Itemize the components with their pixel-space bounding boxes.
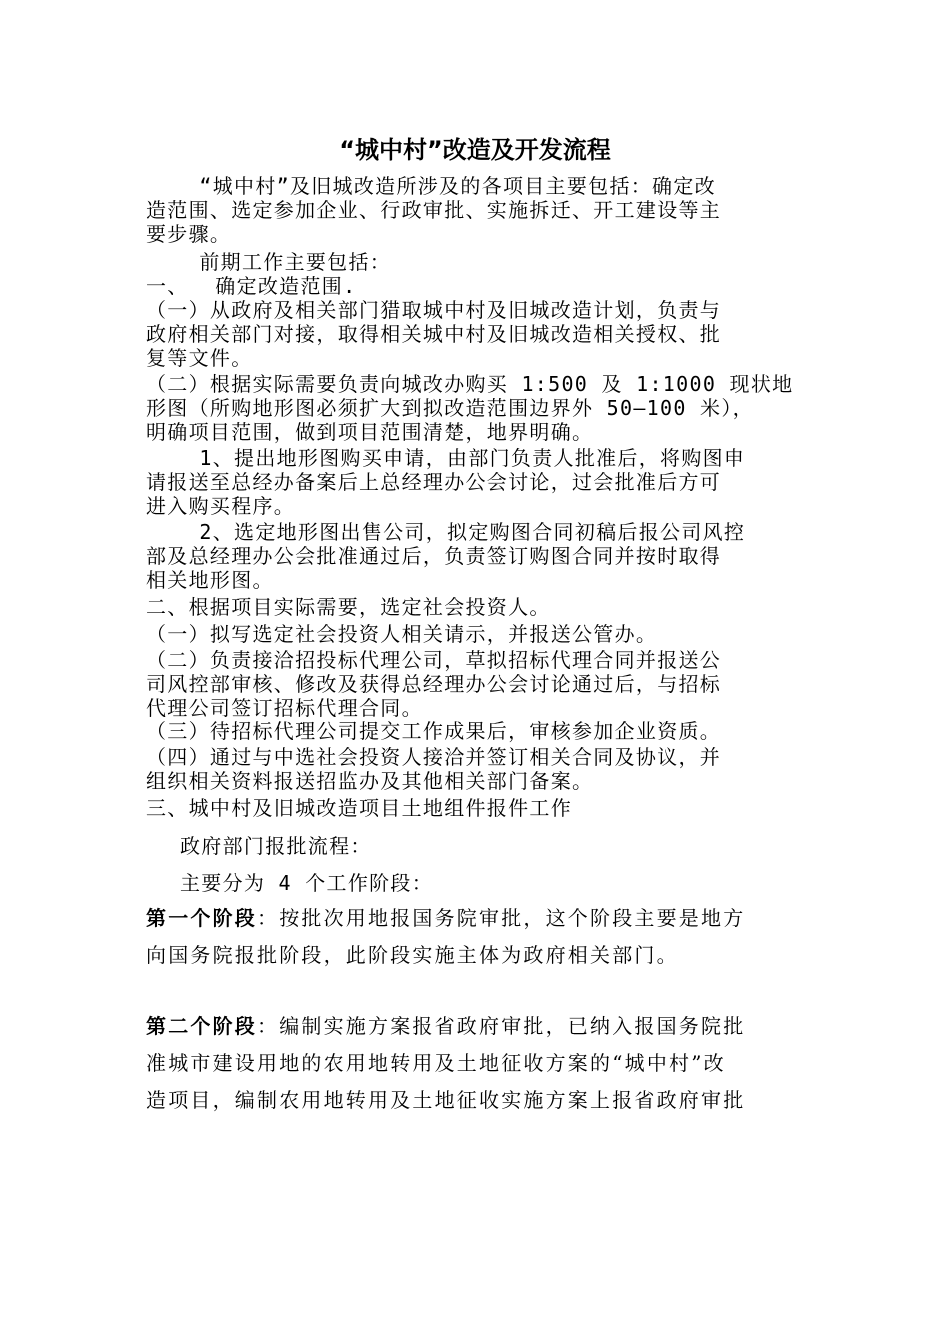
early-work-line: 前期工作主要包括： bbox=[146, 250, 392, 274]
section-1-item-2: （二）根据实际需要负责向城改办购买 1:500 及 1:1000 现状地 形图（所购地形图必须扩大到拟改造范围边界外 50—100 米）， 明确项目范围，做到项目范围清楚，地界明确。 bbox=[146, 372, 794, 444]
section-2-item-4: （四）通过与中选社会投资人接洽并签订相关合同及协议，并 组织相关资料报送招监办及其他相关部门备案。 bbox=[146, 745, 722, 793]
section-2-heading: 二、根据项目实际需要，选定社会投资人。 bbox=[146, 595, 551, 619]
four-stages-line: 主要分为 4 个工作阶段： bbox=[180, 871, 434, 895]
section-3-heading: 三、城中村及旧城改造项目土地组件报件工作 bbox=[146, 796, 572, 820]
gov-flow-line: 政府部门报批流程： bbox=[180, 834, 372, 858]
stage-2-text: ：编制实施方案报省政府审批，已纳入报国务院批 准城市建设用地的农用地转用及土地征收方案的“城中村”改 造项目，编制农用地转用及土地征收实施方案上报省政府审批 bbox=[146, 1014, 746, 1112]
stage-1-paragraph bbox=[146, 900, 806, 974]
stage-1-text: ：按批次用地报国务院审批，这个阶段主要是地方 向国务院报批阶段，此阶段实施主体为政府相关部门。 bbox=[146, 906, 746, 967]
stage-1-label: 第一个阶段 bbox=[146, 906, 257, 930]
section-1-sub-1: 1、提出地形图购买申请，由部门负责人批准后，将购图申 请报送至总经办备案后上总经理办公会讨论，过会批准后方可 进入购买程序。 bbox=[146, 446, 746, 518]
stage-2-label: 第二个阶段 bbox=[146, 1014, 257, 1038]
section-1-sub-2: 2、选定地形图出售公司，拟定购图合同初稿后报公司风控 部及总经理办公会批准通过后，负责签订购图合同并按时取得 相关地形图。 bbox=[146, 520, 746, 592]
section-1-item-1: （一）从政府及相关部门猎取城中村及旧城改造计划，负责与 政府相关部门对接，取得相关城中村及旧城改造相关授权、批 复等文件。 bbox=[146, 298, 722, 370]
section-2-item-2: （二）负责接洽招投标代理公司，草拟招标代理合同并报送公 司风控部审核、修改及获得总经理办公会讨论通过后，与招标 代理公司签订招标代理合同。 bbox=[146, 648, 722, 720]
section-2-item-3: （三）待招标代理公司提交工作成果后，审核参加企业资质。 bbox=[146, 719, 722, 743]
stage-2-paragraph bbox=[146, 1008, 806, 1119]
section-1-heading: 一、 确定改造范围. bbox=[146, 274, 357, 298]
intro-paragraph: “城中村”及旧城改造所涉及的各项目主要包括：确定改 造范围、选定参加企业、行政审批、实施拆迁、开工建设等主 要步骤。 bbox=[146, 174, 722, 246]
section-2-item-1: （一）拟写选定社会投资人相关请示，并报送公管办。 bbox=[146, 622, 658, 646]
document-title: “城中村”改造及开发流程 bbox=[339, 136, 611, 164]
